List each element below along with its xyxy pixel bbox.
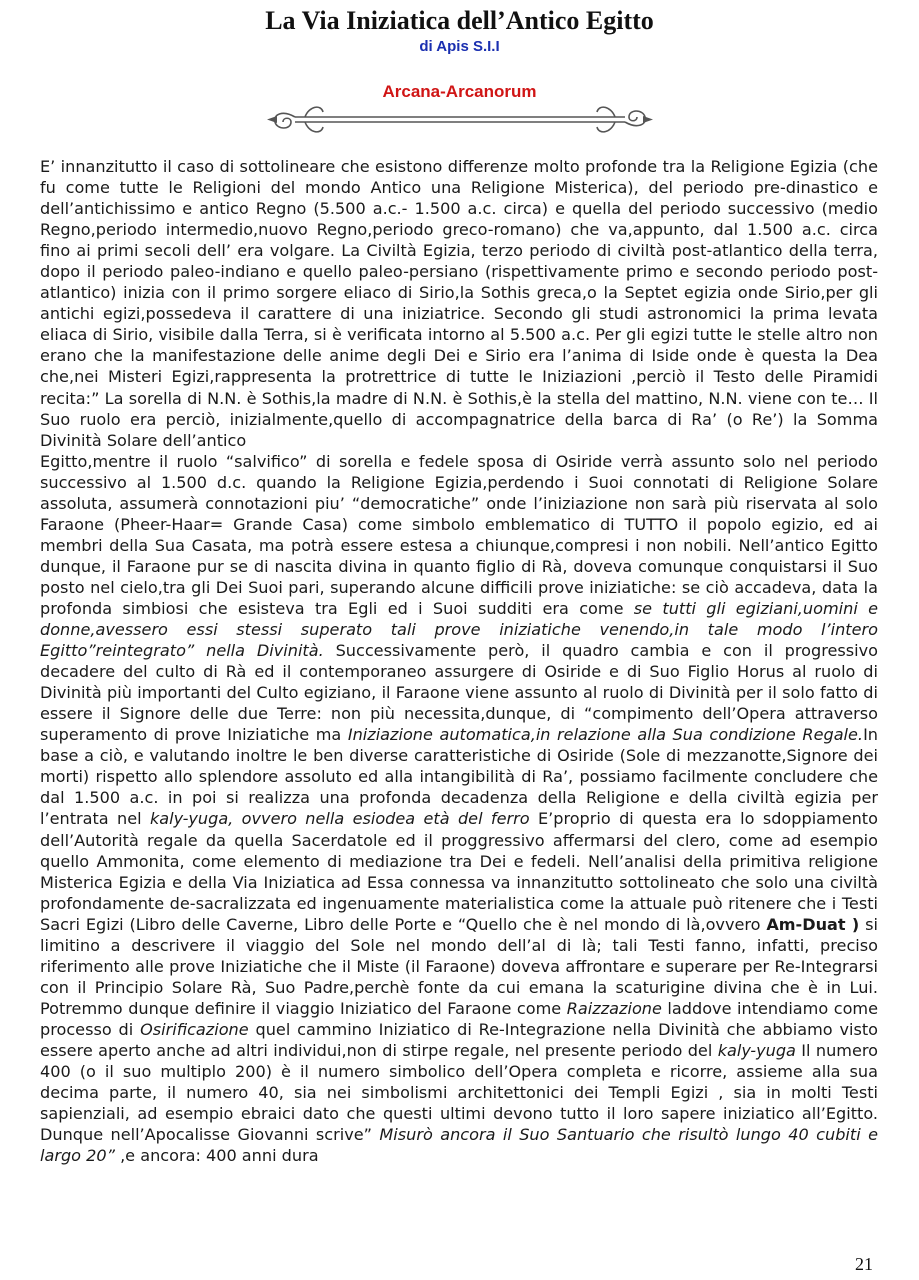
text-run: Successivamente però, il quadro cambia e con il progressivo decadere del culto di Rà ed il contemporaneo assurgere di Osiride e di Suo Figlio Horus al ruolo di Divinità più importanti del Culto egiziano, il Faraone viene assunto al ruolo di Divinità per il solo fatto di essere il Signore delle due Terre: non più necessita,dunque, di “compimento dell’Opera attraverso superamento di prove Iniziatiche ma [40,641,878,745]
italic-text: kaly-yuga, ovvero nella esiodea età del ferro [149,809,530,829]
text-run: ,e ancora: 400 anni dura [114,1146,319,1166]
text-run: laddove intendiamo come processo di [40,998,878,1039]
italic-text: se tutti gli egiziani,uomini e donne,avessero essi stessi superato tali prove iniziatiche venendo,in tale modo l’intero Egitto”reintegrato” nella Divinità. [40,598,879,661]
document-author: di Apis S.I.I [419,38,500,55]
page-number: 21 [855,1254,873,1274]
scroll-divider-icon [265,100,655,140]
text-run: Egitto,mentre il ruolo “salvifico” di sorella e fedele sposa di Osiride verrà assunto solo nel periodo successivo al 1.500 d.c. quando la Religione Egizia,perdendo i Suoi connotati di Religione Solare assoluta, assumerà connotazioni piu’ “democratiche” onde l’iniziazione non sarà più riservata al solo Faraone (Pheer-Haar= Grande Casa) come simbolo emblematico di TUTTO il popolo egizio, ed ai membri della Sua Casata, ma potrà essere estesa a chiunque,compresi i non nobili. Nell’antico Egitto dunque, il Faraone pur se di nascita divina in quanto figlio di Rà, doveva comunque conquistarsi il Suo posto nel cielo,tra gli Dei Suoi pari, superando alcune difficili prove iniziatiche: se ciò accadeva, data la profonda simbiosi che esisteva tra Egli ed i Suoi sudditi era come [40,451,878,618]
section-heading: Arcana-Arcanorum [382,82,537,101]
text-run: si limitino a descrivere il viaggio del Sole nel mondo dell’al di là; tali Testi fanno, infatti, preciso riferimento alle prove Iniziatiche che il Miste (il Faraone) doveva affrontare e superare per Re-Integrarsi con il Principio Solare Rà, Suo Padre,perchè fonte da cui emana la scaturigine divina che è in Lui. Potremmo dunque definire il viaggio Iniziatico del Faraone come [40,914,878,1018]
paragraph-1 [40,156,878,451]
text-run: Il numero 400 (o il suo multiplo 200) è il numero simbolico dell’Opera completa e ricorre, assieme alla sua decima parte, il numero 40, sia nei simbolismi architettonici dei Templi Egizi , sia in molti Testi sapienziali, ad esempio ebraici dato che questi ultimi devono tutto il loro sapere iniziatico all’Egitto. Dunque nell’Apocalisse Giovanni scrive” [40,1040,878,1145]
text-run: quel cammino Iniziatico di Re-Integrazione nella Divinità che abbiamo visto essere aperto anche ad altri individui,non di stirpe regale, nel presente periodo del [40,1019,878,1060]
text-run: E’proprio di questa era lo sdoppiamento dell’Autorità regale da quella Sacerdatole ed il proggressivo affermarsi del clero, come ad esempio quello Ammonita, come elemento di mediazione tra Dei e fedeli. Nell’analisi della primitiva religione Misterica Egizia e della Via Iniziatica ad Essa connessa va innanzitutto sottolineato che solo una civiltà profondamente de-sacralizzata ed ingenuamente materialistica come la attuale può ritenere che i Testi Sacri Egizi (Libro delle Caverne, Libro delle Porte e “Quello che è nel mondo di là,ovvero [40,809,878,934]
document-title: La Via Iniziatica dell’Antico Egitto [265,6,654,35]
italic-text: Iniziazione automatica,in relazione alla Sua condizione Regale. [347,725,864,745]
text-run: E’ innanzitutto il caso di sottolineare che esistono differenze molto profonde tra la Religione Egizia (che fu come tutte le Religioni del mondo Antico una Religione Misterica), del periodo pre-dinastico e dell’antichissimo e antico Regno (5.500 a.c.- 1.500 a.c. circa) e quella del periodo successivo (medio Regno,periodo intermedio,nuovo Regno,periodo greco-romano) che va,appunto, dal 1.500 a.c. circa fino ai primi secoli dell’ era volgare. La Civiltà Egizia, terzo periodo di civiltà post-atlantico della terra, dopo il periodo paleo-indiano e quello paleo-persiano (rispettivamente primo e secondo periodo post-atlantico) inizia con il primo sorgere eliaco di Sirio,la Sothis greca,o la Septet egizia onde Sirio,per gli antichi egizi,possedeva il carattere di una iniziatrice. Secondo gli studi astronomici la prima levata eliaca di Sirio, visibile dalla Terra, si è verificata intorno al 5.500 a.c. Per gli egizi tutte le stelle altro non erano che la manifestazione delle anime degli Dei e Sirio era l’anima di Iside onde è questa la Dea che,nei Misteri Egizi,rappresenta la protrettrice di tutte le Iniziazioni ,perciò il Testo delle Piramidi recita:” La sorella di N.N. è Sothis,la madre di N.N. è Sothis,è la stella del mattino, N.N. viene con te… Il Suo ruolo era perciò, inizialmente,quello di accompagnatrice della barca di Ra’ (o Re’) la Somma Divinità Solare dell’antico [40,157,878,450]
text-run: In base a ciò, e valutando inoltre le ben diverse caratteristiche di Osiride (Sole di mezzanotte,Signore dei morti) rispetto allo splendore assoluto ed alla intangibilità di Ra’, possiamo facilmente concludere che dal 1.500 a.c. in poi si realizza una profonda decadenza della Religione e della civiltà egizia per l’entrata nel [40,725,879,829]
italic-text: Misurò ancora il Suo Santuario che risultò lungo 40 cubiti e largo 20” [40,1125,878,1166]
italic-text: kaly-yuga [717,1040,796,1060]
paragraph-2 [40,451,878,1167]
italic-text: Raizzazione [566,998,662,1018]
bold-term: Am-Duat ) [766,914,860,934]
body-text [40,156,878,1166]
italic-text: Osirificazione [140,1019,249,1039]
